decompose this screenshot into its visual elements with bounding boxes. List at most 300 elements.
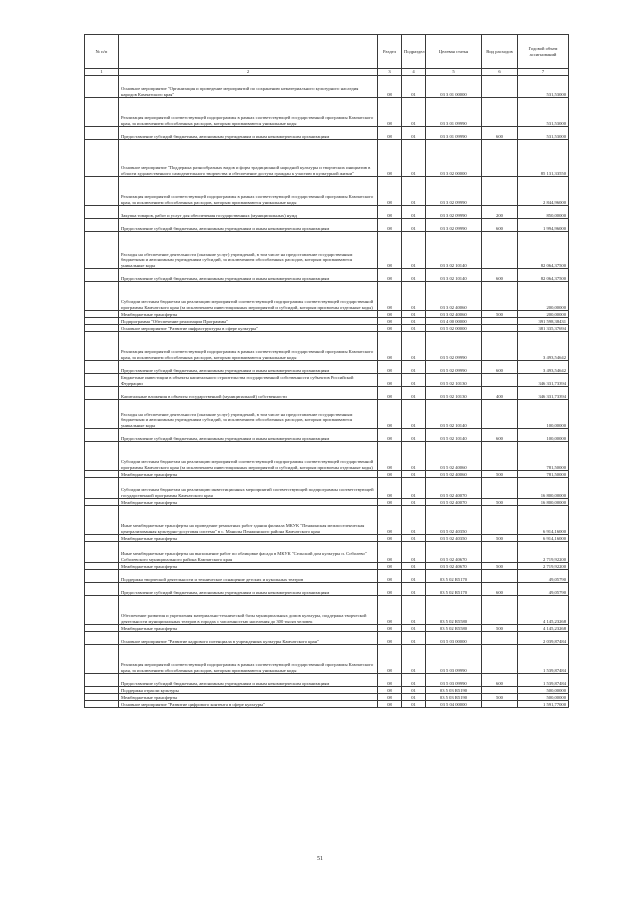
row-section: 08 [378, 471, 402, 478]
row-number [85, 542, 119, 563]
row-expense-type: 500 [482, 694, 518, 701]
row-expense-type [482, 442, 518, 471]
row-section: 08 [378, 478, 402, 499]
row-number [85, 701, 119, 708]
table-row [85, 387, 569, 400]
table-row [85, 332, 569, 361]
row-subsection: 01 [402, 478, 426, 499]
row-amount: 4 145,23268 [518, 625, 569, 632]
row-amount: 2 719,92200 [518, 563, 569, 570]
row-number [85, 645, 119, 674]
table-row [85, 318, 569, 325]
row-amount: 6 914,16000 [518, 535, 569, 542]
row-name: Предоставление субсидий бюджетным, автономным учреждениям и иным некоммерческим организациям [119, 674, 378, 687]
row-article: 03 3 02 10140 [426, 232, 482, 269]
row-number [85, 127, 119, 140]
row-article: 03 5 02 R5170 [426, 570, 482, 583]
row-article: 03 5 02 40070 [426, 478, 482, 499]
row-subsection: 01 [402, 563, 426, 570]
row-number [85, 687, 119, 694]
table-row [85, 140, 569, 177]
row-amount: 3 493,54642 [518, 332, 569, 361]
row-section: 08 [378, 325, 402, 332]
row-subsection: 01 [402, 374, 426, 387]
row-amount: 16 800,00000 [518, 499, 569, 506]
row-expense-type [482, 542, 518, 563]
header-num: № п/п [85, 35, 119, 69]
row-article: 03 3 02 10140 [426, 269, 482, 282]
row-article: 03 5 03 R5190 [426, 694, 482, 701]
row-number [85, 282, 119, 311]
row-subsection: 01 [402, 625, 426, 632]
row-amount: 850,00000 [518, 206, 569, 219]
row-name: Расходы на обеспечение деятельности (оказание услуг) учреждений, в том числе на предоставление государственным бюджетным и автономным учреждениям субсидий, за исключением обособленных расходов, которым присваиваются уникальные коды [119, 232, 378, 269]
row-expense-type [482, 506, 518, 535]
row-expense-type [482, 282, 518, 311]
row-section: 08 [378, 442, 402, 471]
row-article: 03 5 02 09990 [426, 361, 482, 374]
table-row [85, 442, 569, 471]
table-row [85, 76, 569, 98]
row-article: 03 3 01 09990 [426, 127, 482, 140]
row-article: 03 5 03 R5190 [426, 687, 482, 694]
row-name: Иные межбюджетные трансферты на проведение ремонтных работ здания филиала МКУК "Пенжинская межпоселенческая централизованная культурно-досуговая система" в с. Манилы Пенжинского района Камчатского края [119, 506, 378, 535]
table-row [85, 325, 569, 332]
header-name [119, 35, 378, 69]
row-amount: 1 591,77000 [518, 701, 569, 708]
table-row [85, 206, 569, 219]
row-name: Основное мероприятие "Поддержка разнообразных видов и форм традиционной народной культуры и творческих инициатив в области художественного самодеятельного творчества и обеспечение доступа граждан к участию в культурной жизни" [119, 140, 378, 177]
header-article: Целевая статья [426, 35, 482, 69]
row-expense-type: 600 [482, 127, 518, 140]
row-subsection: 01 [402, 177, 426, 206]
table-row [85, 177, 569, 206]
row-name: Межбюджетные трансферты [119, 563, 378, 570]
row-name: Межбюджетные трансферты [119, 625, 378, 632]
row-name: Реализация мероприятий соответствующей подпрограммы в рамках соответствующей государственной программы Камчатского края, за исключением обособленных расходов, которым присваиваются уникальные коды [119, 98, 378, 127]
row-amount: 4 145,23268 [518, 596, 569, 625]
row-section: 08 [378, 583, 402, 596]
row-article: 03 5 02 40060 [426, 471, 482, 478]
row-amount: 500,00000 [518, 687, 569, 694]
row-subsection: 01 [402, 206, 426, 219]
row-amount: 391 598,38431 [518, 318, 569, 325]
row-article: 03 3 01 00000 [426, 76, 482, 98]
row-number [85, 570, 119, 583]
row-amount: 1 539,87484 [518, 645, 569, 674]
row-name: Основное мероприятие "Развитие инфраструктуры в сфере культуры" [119, 325, 378, 332]
row-name: Расходы на обеспечение деятельности (оказание услуг) учреждений, в том числе на предоставление государственным бюджетным и автономным учреждениям субсидий, за исключением обособленных расходов, которым присваиваются уникальные коды [119, 400, 378, 429]
column-number: 5 [426, 69, 482, 76]
row-subsection: 01 [402, 499, 426, 506]
row-name: Предоставление субсидий бюджетным, автономным учреждениям и иным некоммерческим организациям [119, 127, 378, 140]
row-expense-type: 600 [482, 269, 518, 282]
table-row [85, 232, 569, 269]
page-number: 51 [317, 856, 323, 862]
table-row [85, 542, 569, 563]
header-expense-type: Вид расходов [482, 35, 518, 69]
row-article: 03 5 03 09990 [426, 674, 482, 687]
row-article: 03 5 03 00000 [426, 632, 482, 645]
row-section: 08 [378, 127, 402, 140]
row-amount: 531,53000 [518, 76, 569, 98]
row-section: 08 [378, 206, 402, 219]
row-number [85, 387, 119, 400]
row-number [85, 694, 119, 701]
row-amount: 500,00000 [518, 694, 569, 701]
row-amount: 200,00000 [518, 282, 569, 311]
table-row [85, 361, 569, 374]
row-article: 03 3 02 00000 [426, 140, 482, 177]
row-name: Субсидии местным бюджетам на реализацию инвестиционных мероприятий соответствующей подпрограммы соответствующей государственной программы Камчатского края [119, 478, 378, 499]
row-name: Поддержка отрасли культуры [119, 687, 378, 694]
row-number [85, 76, 119, 98]
row-section: 08 [378, 674, 402, 687]
column-numbers-row [85, 69, 569, 76]
table-row [85, 645, 569, 674]
row-section: 08 [378, 563, 402, 570]
row-article: 03 3 02 09990 [426, 206, 482, 219]
row-amount: 381 335,37694 [518, 325, 569, 332]
row-number [85, 499, 119, 506]
row-subsection: 01 [402, 282, 426, 311]
row-number [85, 269, 119, 282]
row-amount: 1 539,87484 [518, 674, 569, 687]
row-article: 03 5 02 40060 [426, 442, 482, 471]
row-section: 08 [378, 177, 402, 206]
row-amount: 781,50000 [518, 471, 569, 478]
row-section: 08 [378, 687, 402, 694]
column-number: 2 [119, 69, 378, 76]
row-article: 03 5 02 40670 [426, 563, 482, 570]
row-subsection: 01 [402, 674, 426, 687]
table-row [85, 596, 569, 625]
row-name: Иные межбюджетные трансферты на выполнение работ по облицовке фасада в МКУК "Сельский дом культуры п. Соболево" Соболевского муниципального района Камчатского края [119, 542, 378, 563]
table-row [85, 570, 569, 583]
row-expense-type: 500 [482, 535, 518, 542]
row-expense-type [482, 318, 518, 325]
row-expense-type: 600 [482, 583, 518, 596]
row-subsection: 01 [402, 98, 426, 127]
row-section: 08 [378, 311, 402, 318]
row-amount: 346 331,73394 [518, 387, 569, 400]
row-expense-type [482, 570, 518, 583]
table-body [85, 76, 569, 708]
table-row [85, 478, 569, 499]
row-subsection: 01 [402, 332, 426, 361]
row-section: 08 [378, 332, 402, 361]
table-row [85, 429, 569, 442]
row-section: 08 [378, 535, 402, 542]
row-subsection: 01 [402, 269, 426, 282]
row-article: 03 5 02 10140 [426, 429, 482, 442]
row-article: 03 5 04 00000 [426, 701, 482, 708]
column-number: 3 [378, 69, 402, 76]
row-number [85, 471, 119, 478]
row-number [85, 374, 119, 387]
row-subsection: 01 [402, 76, 426, 98]
row-amount: 16 800,00000 [518, 478, 569, 499]
row-subsection: 01 [402, 506, 426, 535]
row-expense-type [482, 332, 518, 361]
row-number [85, 478, 119, 499]
table-row [85, 701, 569, 708]
row-name: Реализация мероприятий соответствующей подпрограммы в рамках соответствующей государственной программы Камчатского края, за исключением обособленных расходов, которым присваиваются уникальные коды [119, 177, 378, 206]
row-name: Предоставление субсидий бюджетным, автономным учреждениям и иным некоммерческим организациям [119, 361, 378, 374]
row-number [85, 563, 119, 570]
row-expense-type [482, 177, 518, 206]
row-section: 08 [378, 645, 402, 674]
row-article: 03 3 02 09990 [426, 177, 482, 206]
row-number [85, 311, 119, 318]
table-row [85, 583, 569, 596]
row-number [85, 506, 119, 535]
row-name: Субсидии местным бюджетам на реализацию мероприятий соответствующей подпрограммы соответствующей государственной программы Камчатского края (за исключением инвестиционных мероприятий и субсидий, которым присвоены отдельные коды) [119, 442, 378, 471]
row-name: Предоставление субсидий бюджетным, автономным учреждениям и иным некоммерческим организациям [119, 429, 378, 442]
row-expense-type [482, 325, 518, 332]
row-subsection: 01 [402, 127, 426, 140]
row-name: Субсидии местным бюджетам на реализацию мероприятий соответствующей подпрограммы соответствующей государственной программы Камчатского края (за исключением инвестиционных мероприятий и субсидий, которым присвоены отдельные коды) [119, 282, 378, 311]
row-subsection: 01 [402, 232, 426, 269]
row-amount: 2 844,96000 [518, 177, 569, 206]
row-number [85, 361, 119, 374]
row-subsection: 01 [402, 596, 426, 625]
row-number [85, 219, 119, 232]
table-row [85, 563, 569, 570]
row-amount: 100,00000 [518, 400, 569, 429]
row-number [85, 318, 119, 325]
row-section: 08 [378, 632, 402, 645]
row-subsection: 01 [402, 429, 426, 442]
header-amount: Годовой объем ассигнований [518, 35, 569, 69]
row-expense-type [482, 645, 518, 674]
row-subsection: 01 [402, 318, 426, 325]
row-number [85, 442, 119, 471]
row-number [85, 400, 119, 429]
column-number: 6 [482, 69, 518, 76]
row-article: 03 5 02 10130 [426, 387, 482, 400]
row-amount: 85 131,33550 [518, 140, 569, 177]
row-name: Межбюджетные трансферты [119, 499, 378, 506]
row-expense-type: 400 [482, 387, 518, 400]
table-row [85, 311, 569, 318]
row-number [85, 674, 119, 687]
row-amount: 3 493,54642 [518, 361, 569, 374]
row-section: 08 [378, 429, 402, 442]
row-name: Основное мероприятие "Развитие кадрового потенциала в учреждениях культуры Камчатского края" [119, 632, 378, 645]
budget-table [84, 34, 569, 708]
row-section: 08 [378, 387, 402, 400]
row-expense-type: 500 [482, 563, 518, 570]
row-name: Закупка товаров, работ и услуг для обеспечения государственных (муниципальных) нужд [119, 206, 378, 219]
row-article: 03 5 02 00000 [426, 325, 482, 332]
row-subsection: 01 [402, 645, 426, 674]
row-expense-type [482, 687, 518, 694]
row-expense-type: 600 [482, 674, 518, 687]
row-article: 03 3 02 40060 [426, 311, 482, 318]
row-section: 08 [378, 596, 402, 625]
row-expense-type [482, 374, 518, 387]
row-expense-type: 600 [482, 429, 518, 442]
row-section: 08 [378, 361, 402, 374]
row-subsection: 01 [402, 442, 426, 471]
header-section: Раздел [378, 35, 402, 69]
row-expense-type [482, 140, 518, 177]
row-amount: 100,00000 [518, 429, 569, 442]
row-name: Межбюджетные трансферты [119, 694, 378, 701]
row-section: 08 [378, 542, 402, 563]
row-number [85, 535, 119, 542]
row-subsection: 01 [402, 219, 426, 232]
table-header-row [85, 35, 569, 69]
row-subsection: 01 [402, 570, 426, 583]
row-subsection: 01 [402, 701, 426, 708]
row-expense-type [482, 701, 518, 708]
row-section: 08 [378, 400, 402, 429]
row-number [85, 632, 119, 645]
row-subsection: 01 [402, 140, 426, 177]
row-article: 03 5 02 R5580 [426, 596, 482, 625]
row-section: 08 [378, 140, 402, 177]
row-section: 08 [378, 318, 402, 325]
row-expense-type [482, 596, 518, 625]
table-row [85, 374, 569, 387]
table-row [85, 471, 569, 478]
row-subsection: 01 [402, 471, 426, 478]
row-expense-type [482, 400, 518, 429]
row-amount: 6 914,16000 [518, 506, 569, 535]
table-row [85, 535, 569, 542]
row-subsection: 01 [402, 694, 426, 701]
row-article: 03 5 03 09990 [426, 645, 482, 674]
row-section: 08 [378, 499, 402, 506]
row-section: 08 [378, 98, 402, 127]
row-expense-type: 600 [482, 219, 518, 232]
row-amount: 200,00000 [518, 311, 569, 318]
row-article: 03 5 02 10130 [426, 374, 482, 387]
column-number: 1 [85, 69, 119, 76]
row-section: 08 [378, 694, 402, 701]
row-section: 08 [378, 570, 402, 583]
row-article: 03 3 02 40060 [426, 282, 482, 311]
row-subsection: 01 [402, 400, 426, 429]
table-row [85, 625, 569, 632]
row-name: Основное мероприятие "Организация и проведение мероприятий по сохранению нематериального культурного наследия народов Камчатского края" [119, 76, 378, 98]
table-row [85, 127, 569, 140]
row-article: 03 3 01 09990 [426, 98, 482, 127]
row-number [85, 625, 119, 632]
row-amount: 1 994,96000 [518, 219, 569, 232]
row-section: 08 [378, 269, 402, 282]
row-subsection: 01 [402, 687, 426, 694]
row-name: Предоставление субсидий бюджетным, автономным учреждениям и иным некоммерческим организациям [119, 269, 378, 282]
row-amount: 346 331,73394 [518, 374, 569, 387]
table-row [85, 674, 569, 687]
row-number [85, 583, 119, 596]
row-name: Межбюджетные трансферты [119, 471, 378, 478]
table-row [85, 632, 569, 645]
row-expense-type [482, 98, 518, 127]
row-subsection: 01 [402, 361, 426, 374]
row-name: Поддержка творческой деятельности и техническое оснащение детских и кукольных театров [119, 570, 378, 583]
row-expense-type: 500 [482, 625, 518, 632]
row-expense-type: 500 [482, 499, 518, 506]
row-section: 08 [378, 506, 402, 535]
row-name: Межбюджетные трансферты [119, 535, 378, 542]
table-row [85, 219, 569, 232]
row-name: Реализация мероприятий соответствующей подпрограммы в рамках соответствующей государственной программы Камчатского края, за исключением обособленных расходов, которым присваиваются уникальные коды [119, 645, 378, 674]
row-expense-type [482, 632, 518, 645]
row-subsection: 01 [402, 535, 426, 542]
row-number [85, 177, 119, 206]
row-amount: 49,05790 [518, 570, 569, 583]
row-amount: 82 064,37500 [518, 232, 569, 269]
row-article: 03 5 02 40350 [426, 506, 482, 535]
row-article: 03 5 02 R5580 [426, 625, 482, 632]
row-number [85, 596, 119, 625]
row-name: Предоставление субсидий бюджетным, автономным учреждениям и иным некоммерческим организациям [119, 219, 378, 232]
row-expense-type: 600 [482, 361, 518, 374]
row-expense-type: 200 [482, 206, 518, 219]
table-row [85, 499, 569, 506]
row-name: Бюджетные инвестиции в объекты капитального строительства государственной собственности субъектов Российской Федерации [119, 374, 378, 387]
row-amount: 49,05790 [518, 583, 569, 596]
header-subsection: Подраздел [402, 35, 426, 69]
row-expense-type: 500 [482, 311, 518, 318]
row-section: 08 [378, 625, 402, 632]
row-number [85, 429, 119, 442]
column-number: 4 [402, 69, 426, 76]
row-subsection: 01 [402, 542, 426, 563]
row-name: Межбюджетные трансферты [119, 311, 378, 318]
table-row [85, 400, 569, 429]
row-article: 03 5 02 40070 [426, 499, 482, 506]
row-name: Основное мероприятие "Развитие цифрового контента в сфере культуры" [119, 701, 378, 708]
row-name: Обеспечение развития и укрепления материально-технической базы муниципальных домов культуры, поддержка творческой деятельности муниципальных театров в городах с численностью населения до 300 тысяч человек [119, 596, 378, 625]
row-expense-type [482, 232, 518, 269]
row-subsection: 01 [402, 325, 426, 332]
table-row [85, 98, 569, 127]
row-name: Подпрограмма "Обеспечение реализации Программы" [119, 318, 378, 325]
row-amount: 531,53000 [518, 98, 569, 127]
table-row [85, 269, 569, 282]
row-section: 08 [378, 76, 402, 98]
row-amount: 781,50000 [518, 442, 569, 471]
row-number [85, 332, 119, 361]
row-amount: 531,53000 [518, 127, 569, 140]
row-article: 03 5 02 09990 [426, 332, 482, 361]
row-amount: 2 719,92200 [518, 542, 569, 563]
row-section: 08 [378, 219, 402, 232]
row-expense-type [482, 478, 518, 499]
row-article: 03 5 02 40350 [426, 535, 482, 542]
row-number [85, 325, 119, 332]
row-expense-type [482, 76, 518, 98]
row-section: 08 [378, 282, 402, 311]
row-article: 03 5 02 40670 [426, 542, 482, 563]
row-subsection: 01 [402, 387, 426, 400]
row-name: Реализация мероприятий соответствующей подпрограммы в рамках соответствующей государственной программы Камчатского края, за исключением обособленных расходов, которым присваиваются уникальные коды [119, 332, 378, 361]
row-amount: 2 039,87484 [518, 632, 569, 645]
row-article: 03 4 00 00000 [426, 318, 482, 325]
row-subsection: 01 [402, 311, 426, 318]
column-number: 7 [518, 69, 569, 76]
row-article: 03 5 02 R5170 [426, 583, 482, 596]
row-number [85, 98, 119, 127]
table-row [85, 694, 569, 701]
row-subsection: 01 [402, 583, 426, 596]
row-name: Капитальные вложения в объекты государственной (муниципальной) собственности [119, 387, 378, 400]
